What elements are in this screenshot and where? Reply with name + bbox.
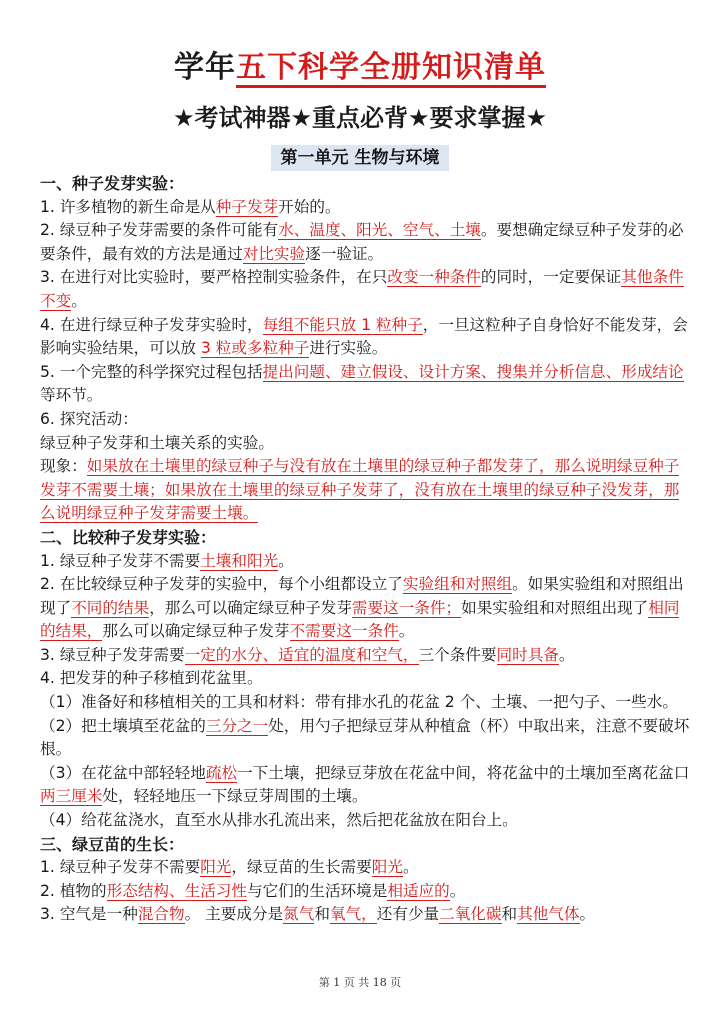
- unit-title: 第一单元 生物与环境: [271, 145, 450, 171]
- section-heading-2: 二、比较种子发芽实验：: [40, 527, 217, 547]
- s2-item-1: 1. 绿豆种子发芽不需要土壤和阳光。: [40, 551, 294, 570]
- s1-item-6: 6. 探究活动：: [40, 409, 138, 428]
- s1-item-5: 5. 一个完整的科学探究过程包括提出问题、建立假设、设计方案、搜集并分析信息、形成结论等环节。: [40, 362, 684, 405]
- s2-item-4: 4. 把发芽的种子移植到花盆里。: [40, 669, 263, 688]
- section-heading-1: 一、种子发芽实验：: [40, 174, 185, 193]
- s2-item-3: 3. 绿豆种子发芽需要一定的水分、适宜的温度和空气，三个条件要同时具备。: [40, 645, 575, 664]
- s2-step-4: （4）给花盆浇水，直至水从排水孔流出来，然后把花盆放在阳台上。: [40, 811, 518, 830]
- s2-step-1: （1）准备好和移植相关的工具和材料：带有排水孔的花盆 2 个、土壤、一把勺子、一些水。: [40, 693, 678, 712]
- s1-item-1: 1. 许多植物的新生命是从种子发芽开始的。: [40, 197, 341, 216]
- page-title: [0, 48, 720, 88]
- s1-item-4: 4. 在进行绿豆种子发芽实验时，每组不能只放 1 粒种子，一旦这粒种子自身恰好不能发芽，会影响实验结果，可以放 3 粒或多粒种子进行实验。: [40, 315, 688, 358]
- s2-step-2: （2）把土壤填至花盆的三分之一处，用勺子把绿豆芽从种植盒（杯）中取出来，注意不要破坏根。: [40, 716, 690, 759]
- section-heading-3: 三、绿豆苗的生长：: [40, 834, 185, 854]
- s3-item-2: 2. 植物的形态结构、生活习性与它们的生活环境是相适应的。: [40, 881, 466, 900]
- title-prefix: 学年: [174, 50, 236, 85]
- title-main: 五下科学全册知识清单: [236, 50, 546, 88]
- s1-item-8: 现象：如果放在土壤里的绿豆种子与没有放在土壤里的绿豆种子都发芽了，那么说明绿豆种子发芽不需要土壤；如果放在土壤里的绿豆种子发芽了，没有放在土壤里的绿豆种子没发芽，那么说明绿豆种子发芽需要土壤。: [40, 457, 680, 523]
- s1-item-3: 3. 在进行对比实验时，要严格控制实验条件，在只改变一种条件的同时，一定要保证其他条件不变。: [40, 268, 684, 310]
- s3-item-3: 3. 空气是一种混合物。 主要成分是氮气和氧气，还有少量二氧化碳和其他气体。: [40, 905, 596, 924]
- s1-item-7: 绿豆种子发芽和土壤关系的实验。: [40, 433, 274, 452]
- content-body: [40, 172, 692, 927]
- page-footer: 第 1 页 共 18 页: [318, 976, 402, 989]
- s2-step-3: （3）在花盆中部轻轻地疏松一下土壤，把绿豆芽放在花盆中间，将花盆中的土壤加至离花盆口两三厘米处，轻轻地压一下绿豆芽周围的土壤。: [40, 763, 690, 806]
- page-subtitle: ★考试神器★重点必背★要求掌握★: [172, 104, 548, 132]
- s2-item-2: 2. 在比较绿豆种子发芽的实验中，每个小组都设立了实验组和对照组。如果实验组和对照组出现了不同的结果，那么可以确定绿豆种子发芽需要这一条件；如果实验组和对照组出现了相同的结果，那么可以确定绿豆种子发芽不需要这一条件。: [40, 575, 684, 641]
- s3-item-1: 1. 绿豆种子发芽不需要阳光，绿豆苗的生长需要阳光。: [40, 858, 419, 877]
- unit-banner: [0, 145, 720, 171]
- s1-item-2: 2. 绿豆种子发芽需要的条件可能有水、温度、阳光、空气、土壤。要想确定绿豆种子发芽的必要条件，最有效的方法是通过对比实验逐一验证。: [40, 221, 684, 263]
